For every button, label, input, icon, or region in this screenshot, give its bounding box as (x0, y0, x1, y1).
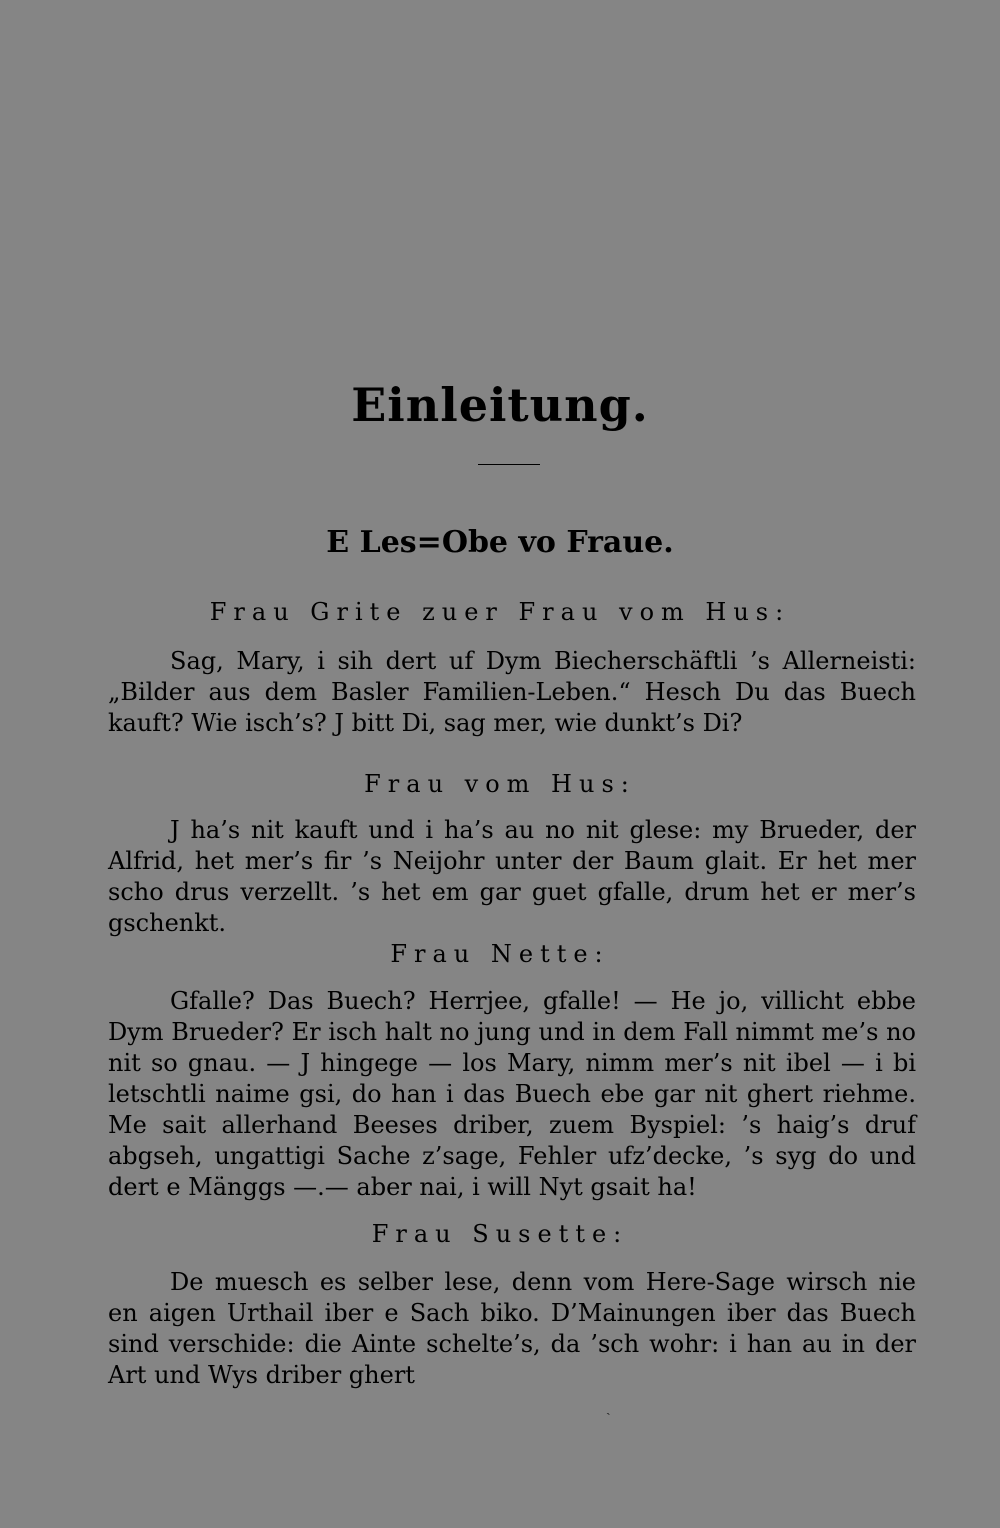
dialogue-paragraph: J ha’s nit kauft und i ha’s au no nit glese: my Brueder, der Alfrid, het mer’s fir ’s Neijohr unter der Baum glait. Er het mer scho drus verzellt. ’s het em gar guet gfalle, drum het er mer’s gschenkt. (108, 816, 916, 937)
section-subtitle: E Les=Obe vo Fraue. (326, 525, 674, 560)
page-mark: ˎ (606, 1400, 611, 1416)
speaker-heading: Frau Grite zuer Frau vom Hus: (209, 598, 791, 626)
title-divider (478, 464, 540, 465)
speaker-heading: Frau Susette: (371, 1220, 629, 1248)
speaker-heading: Frau Nette: (390, 940, 610, 968)
speaker-heading: Frau vom Hus: (364, 770, 636, 798)
dialogue-paragraph: Sag, Mary, i sih dert uf Dym Biecherschäftli ’s Allerneisti: „Bilder aus dem Basler Familien-Leben.“ Hesch Du das Buech kauft? Wie isch’s? J bitt Di, sag mer, wie dunkt’s Di? (108, 647, 916, 737)
page-title: Einleitung. (351, 378, 649, 432)
dialogue-paragraph: Gfalle? Das Buech? Herrjee, gfalle! — He jo, villicht ebbe Dym Brueder? Er isch halt no jung und in dem Fall nimmt me’s no nit so gnau. — J hingege — los Mary, nimm mer’s nit ibel — i bi letschtli naime gsi, do han i das Buech ebe gar nit ghert riehme. Me sait allerhand Beeses driber, zuem Byspiel: ’s haig’s druf abgseh, ungattigi Sache z’sage, Fehler ufz’decke, ’s syg do und dert e Mänggs —.— aber nai, i will Nyt gsait ha! (108, 987, 916, 1201)
dialogue-paragraph: De muesch es selber lese, denn vom Here-Sage wirsch nie en aigen Urthail iber e Sach biko. D’Mainungen iber das Buech sind verschide: die Ainte schelte’s, da ’sch wohr: i han au in der Art und Wys driber ghert (108, 1268, 916, 1389)
